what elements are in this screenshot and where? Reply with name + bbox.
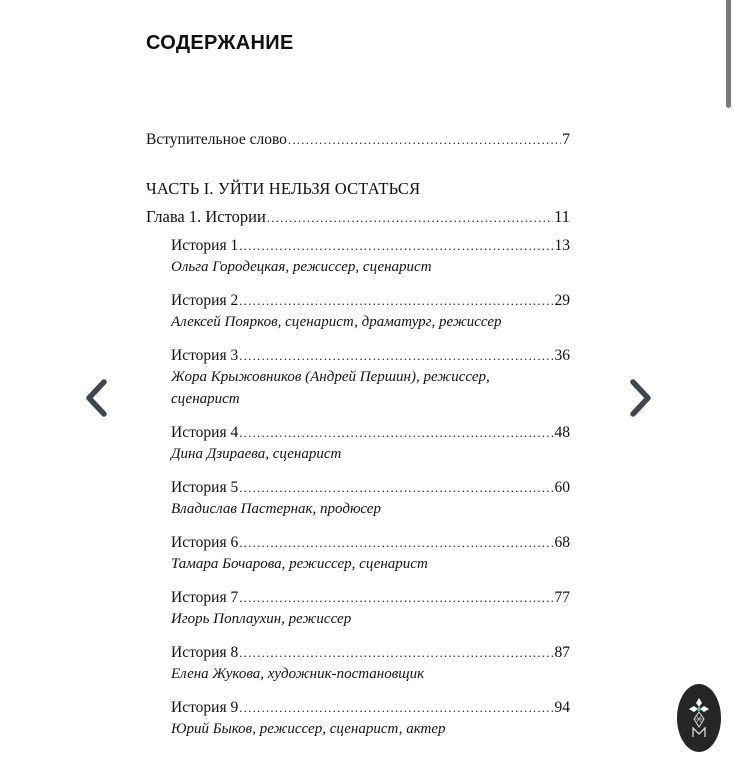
story-page: 13 [554, 237, 570, 254]
toc-entry-story[interactable] [171, 422, 570, 465]
story-credit: Тамара Бочарова, режиссер, сценарист [171, 556, 428, 572]
story-label: История 3 [171, 347, 239, 364]
story-credit: Алексей Поярков, сценарист, драматург, режиссер [171, 314, 502, 330]
toc-entry-story[interactable] [171, 290, 570, 333]
story-credit: Юрий Быков, режиссер, сценарист, актер [171, 721, 446, 737]
story-list [171, 235, 570, 740]
story-label: История 2 [171, 292, 239, 309]
toc-entry-story[interactable] [171, 235, 570, 278]
toc-entry-label: Глава 1. Истории [146, 207, 266, 226]
part-heading: ЧАСТЬ I. УЙТИ НЕЛЬЗЯ ОСТАТЬСЯ [146, 179, 421, 198]
toc-entry-story[interactable] [171, 345, 570, 410]
dot-leader [267, 210, 553, 226]
dot-leader [239, 290, 553, 311]
dot-leader [239, 642, 553, 663]
story-page: 48 [554, 424, 570, 441]
dot-leader [239, 477, 553, 498]
chevron-right-icon [625, 378, 655, 418]
toc-entry-chapter[interactable] [146, 207, 570, 229]
page-title: СОДЕРЖАНИЕ [146, 32, 294, 54]
toc-entry-story[interactable] [171, 642, 570, 685]
story-page: 77 [554, 589, 570, 606]
story-page: 87 [554, 644, 570, 661]
dot-leader [239, 587, 553, 608]
story-page: 60 [554, 479, 570, 496]
table-of-contents [146, 131, 570, 752]
story-page: 36 [554, 347, 570, 364]
dot-leader [239, 345, 553, 366]
toc-entry-intro[interactable] [146, 131, 570, 153]
toc-entry-story[interactable] [171, 477, 570, 520]
toc-entry-label: Вступительное слово [146, 131, 287, 148]
story-credit: Жора Крыжовников (Андрей Першин), режиссер, сценарист [171, 369, 490, 407]
story-credit: Дина Дзираева, сценарист [171, 446, 342, 462]
dot-leader [288, 132, 561, 148]
story-label: История 5 [171, 479, 239, 496]
scrollbar-thumb[interactable] [726, 0, 731, 108]
story-label: История 9 [171, 699, 239, 716]
toc-entry-story[interactable] [171, 587, 570, 630]
prev-page-button[interactable] [82, 378, 112, 418]
story-label: История 4 [171, 424, 239, 441]
dot-leader [239, 422, 553, 443]
story-page: 94 [554, 699, 570, 716]
chevron-left-icon [82, 378, 112, 418]
dot-leader [239, 532, 553, 553]
story-label: История 6 [171, 534, 239, 551]
toc-entry-page: 11 [554, 207, 570, 226]
next-page-button[interactable] [625, 378, 655, 418]
story-page: 68 [554, 534, 570, 551]
publisher-logo[interactable] [677, 684, 721, 752]
story-label: История 1 [171, 237, 239, 254]
dot-leader [239, 697, 553, 718]
story-credit: Елена Жукова, художник-постановщик [171, 666, 425, 682]
story-credit: Ольга Городецкая, режиссер, сценарист [171, 259, 432, 275]
story-credit: Владислав Пастернак, продюсер [171, 501, 381, 517]
toc-entry-page: 7 [562, 131, 570, 148]
story-label: История 7 [171, 589, 239, 606]
story-credit: Игорь Поплаухин, режиссер [171, 611, 352, 627]
toc-entry-story[interactable] [171, 697, 570, 740]
story-page: 29 [554, 292, 570, 309]
story-label: История 8 [171, 644, 239, 661]
toc-entry-story[interactable] [171, 532, 570, 575]
dot-leader [239, 235, 553, 256]
publisher-logo-icon [677, 684, 721, 752]
